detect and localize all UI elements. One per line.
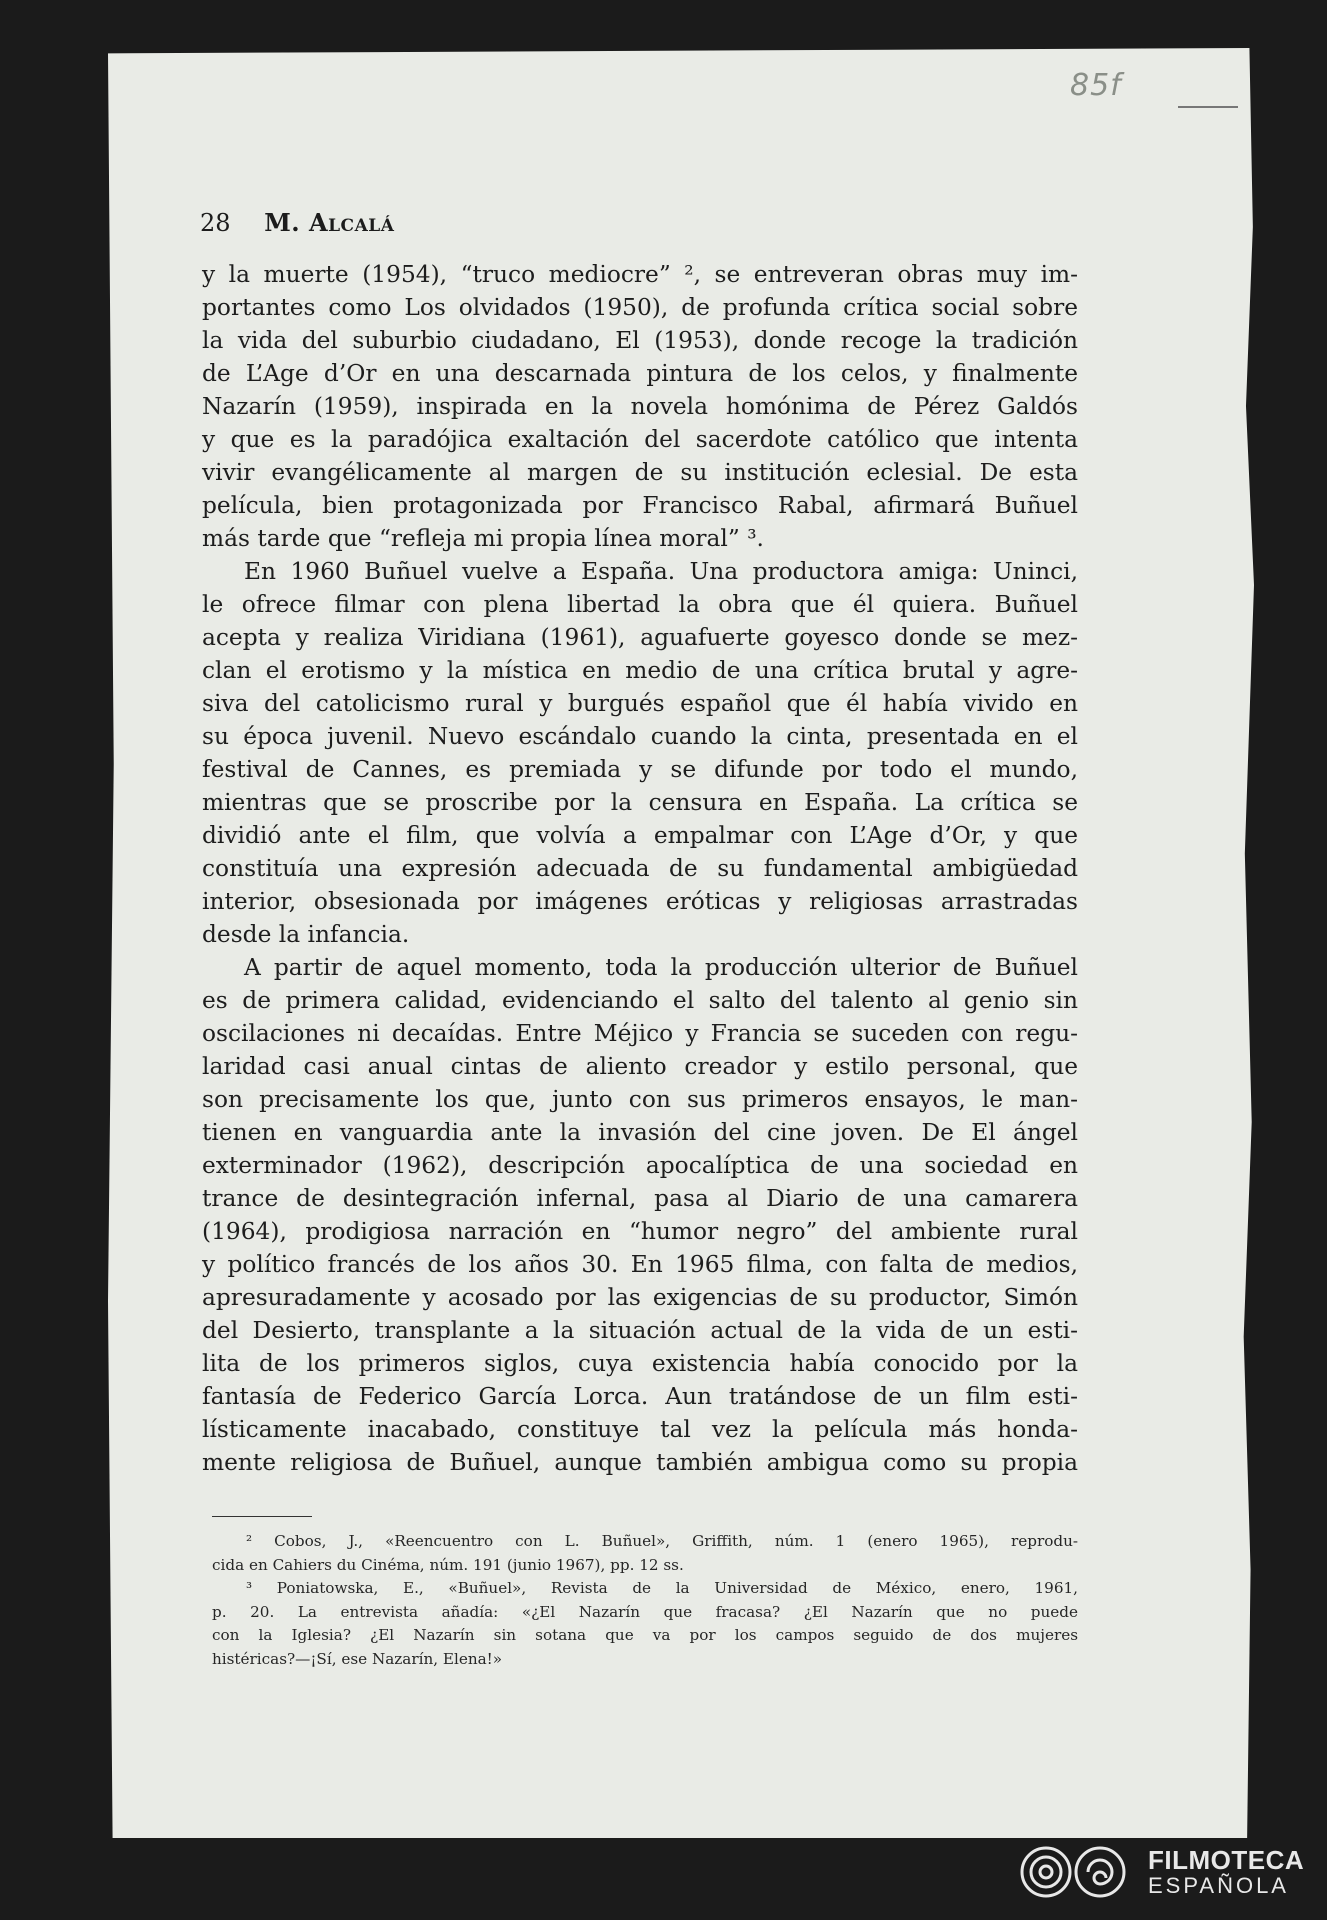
text-line: le ofrece filmar con plena libertad la obra que él quiera. Buñuel xyxy=(202,591,1078,618)
text-line: mente religiosa de Buñuel, aunque también ambigua como su propia xyxy=(202,1449,1078,1476)
text-line: clan el erotismo y la mística en medio de una crítica brutal y agre- xyxy=(202,657,1078,684)
text-line: son precisamente los que, junto con sus primeros ensayos, le man- xyxy=(202,1086,1078,1113)
text-line: su época juvenil. Nuevo escándalo cuando la cinta, presentada en el xyxy=(202,723,1078,750)
text-line: lísticamente inacabado, constituye tal vez la película más honda- xyxy=(202,1416,1078,1443)
page-number: 28 xyxy=(200,209,231,237)
text-line: oscilaciones ni decaídas. Entre Méjico y Francia se suceden con regu- xyxy=(202,1020,1078,1047)
logo-line-1: FILMOTECA xyxy=(1148,1845,1305,1875)
text-line: película, bien protagonizada por Francisco Rabal, afirmará Buñuel xyxy=(202,492,1078,519)
body-text xyxy=(202,258,1078,1479)
text-line: trance de desintegración infernal, pasa al Diario de una camarera xyxy=(202,1185,1078,1212)
text-line: festival de Cannes, es premiada y se difunde por todo el mundo, xyxy=(202,756,1078,783)
running-author: M. Alcalá xyxy=(264,208,395,237)
footnote-rule xyxy=(212,1516,312,1517)
text-line: A partir de aquel momento, toda la producción ulterior de Buñuel xyxy=(244,954,1078,981)
text-line: siva del catolicismo rural y burgués español que él había vivido en xyxy=(202,690,1078,717)
footnote-line: con la Iglesia? ¿El Nazarín sin sotana que va por los campos seguido de dos mujeres xyxy=(212,1626,1078,1644)
text-line: del Desierto, transplante a la situación actual de la vida de un esti- xyxy=(202,1317,1078,1344)
footnote-line: histéricas?—¡Sí, ese Nazarín, Elena!» xyxy=(212,1649,503,1668)
text-line: tienen en vanguardia ante la invasión del cine joven. De El ángel xyxy=(202,1119,1078,1146)
text-line: la vida del suburbio ciudadano, El (1953), donde recoge la tradición xyxy=(202,327,1078,354)
text-line: mientras que se proscribe por la censura en España. La crítica se xyxy=(202,789,1078,816)
logo-line-2: ESPAÑOLA xyxy=(1148,1873,1289,1898)
text-line: Nazarín (1959), inspirada en la novela homónima de Pérez Galdós xyxy=(202,393,1078,420)
footnote-line: ³ Poniatowska, E., «Buñuel», Revista de la Universidad de México, enero, 1961, xyxy=(246,1579,1078,1597)
filmoteca-logo xyxy=(1018,1844,1304,1900)
text-line: y la muerte (1954), “truco mediocre” ², se entreveran obras muy im- xyxy=(202,261,1078,288)
page-edge-mark xyxy=(1178,106,1238,108)
text-line: desde la infancia. xyxy=(202,921,410,948)
text-line: portantes como Los olvidados (1950), de profunda crítica social sobre xyxy=(202,294,1078,321)
footnote-line: cida en Cahiers du Cinéma, núm. 191 (junio 1967), pp. 12 ss. xyxy=(212,1555,684,1574)
spiral-icon xyxy=(1018,1844,1136,1900)
text-line: es de primera calidad, evidenciando el salto del talento al genio sin xyxy=(202,987,1078,1014)
text-line: interior, obsesionada por imágenes eróticas y religiosas arrastradas xyxy=(202,888,1078,915)
text-line: En 1960 Buñuel vuelve a España. Una productora amiga: Uninci, xyxy=(244,558,1078,585)
text-line: y político francés de los años 30. En 1965 filma, con falta de medios, xyxy=(202,1251,1078,1278)
text-line: y que es la paradójica exaltación del sacerdote católico que intenta xyxy=(202,426,1078,453)
text-line: acepta y realiza Viridiana (1961), aguafuerte goyesco donde se mez- xyxy=(202,624,1078,651)
text-line: fantasía de Federico García Lorca. Aun tratándose de un film esti- xyxy=(202,1383,1078,1410)
text-line: vivir evangélicamente al margen de su institución eclesial. De esta xyxy=(202,459,1078,486)
footnote-line: p. 20. La entrevista añadía: «¿El Nazarín que fracasa? ¿El Nazarín que no puede xyxy=(212,1602,1078,1621)
footnotes xyxy=(212,1530,1078,1671)
handwritten-annotation: 85f xyxy=(1070,68,1122,103)
footnote-line: ² Cobos, J., «Reencuentro con L. Buñuel», Griffith, núm. 1 (enero 1965), reprodu- xyxy=(246,1532,1078,1550)
text-line: dividió ante el film, que volvía a empalmar con L’Age d’Or, y que xyxy=(202,822,1078,849)
text-line: laridad casi anual cintas de aliento creador y estilo personal, que xyxy=(202,1053,1078,1080)
text-line: más tarde que “refleja mi propia línea moral” ³. xyxy=(202,525,764,552)
text-line: de L’Age d’Or en una descarnada pintura de los celos, y finalmente xyxy=(202,360,1078,387)
text-line: (1964), prodigiosa narración en “humor negro” del ambiente rural xyxy=(202,1218,1078,1245)
text-line: lita de los primeros siglos, cuya existencia había conocido por la xyxy=(202,1350,1078,1377)
text-line: constituía una expresión adecuada de su fundamental ambigüedad xyxy=(202,855,1078,882)
running-header xyxy=(200,208,394,237)
text-line: exterminador (1962), descripción apocalíptica de una sociedad en xyxy=(202,1152,1078,1179)
text-line: apresuradamente y acosado por las exigencias de su productor, Simón xyxy=(202,1284,1078,1311)
